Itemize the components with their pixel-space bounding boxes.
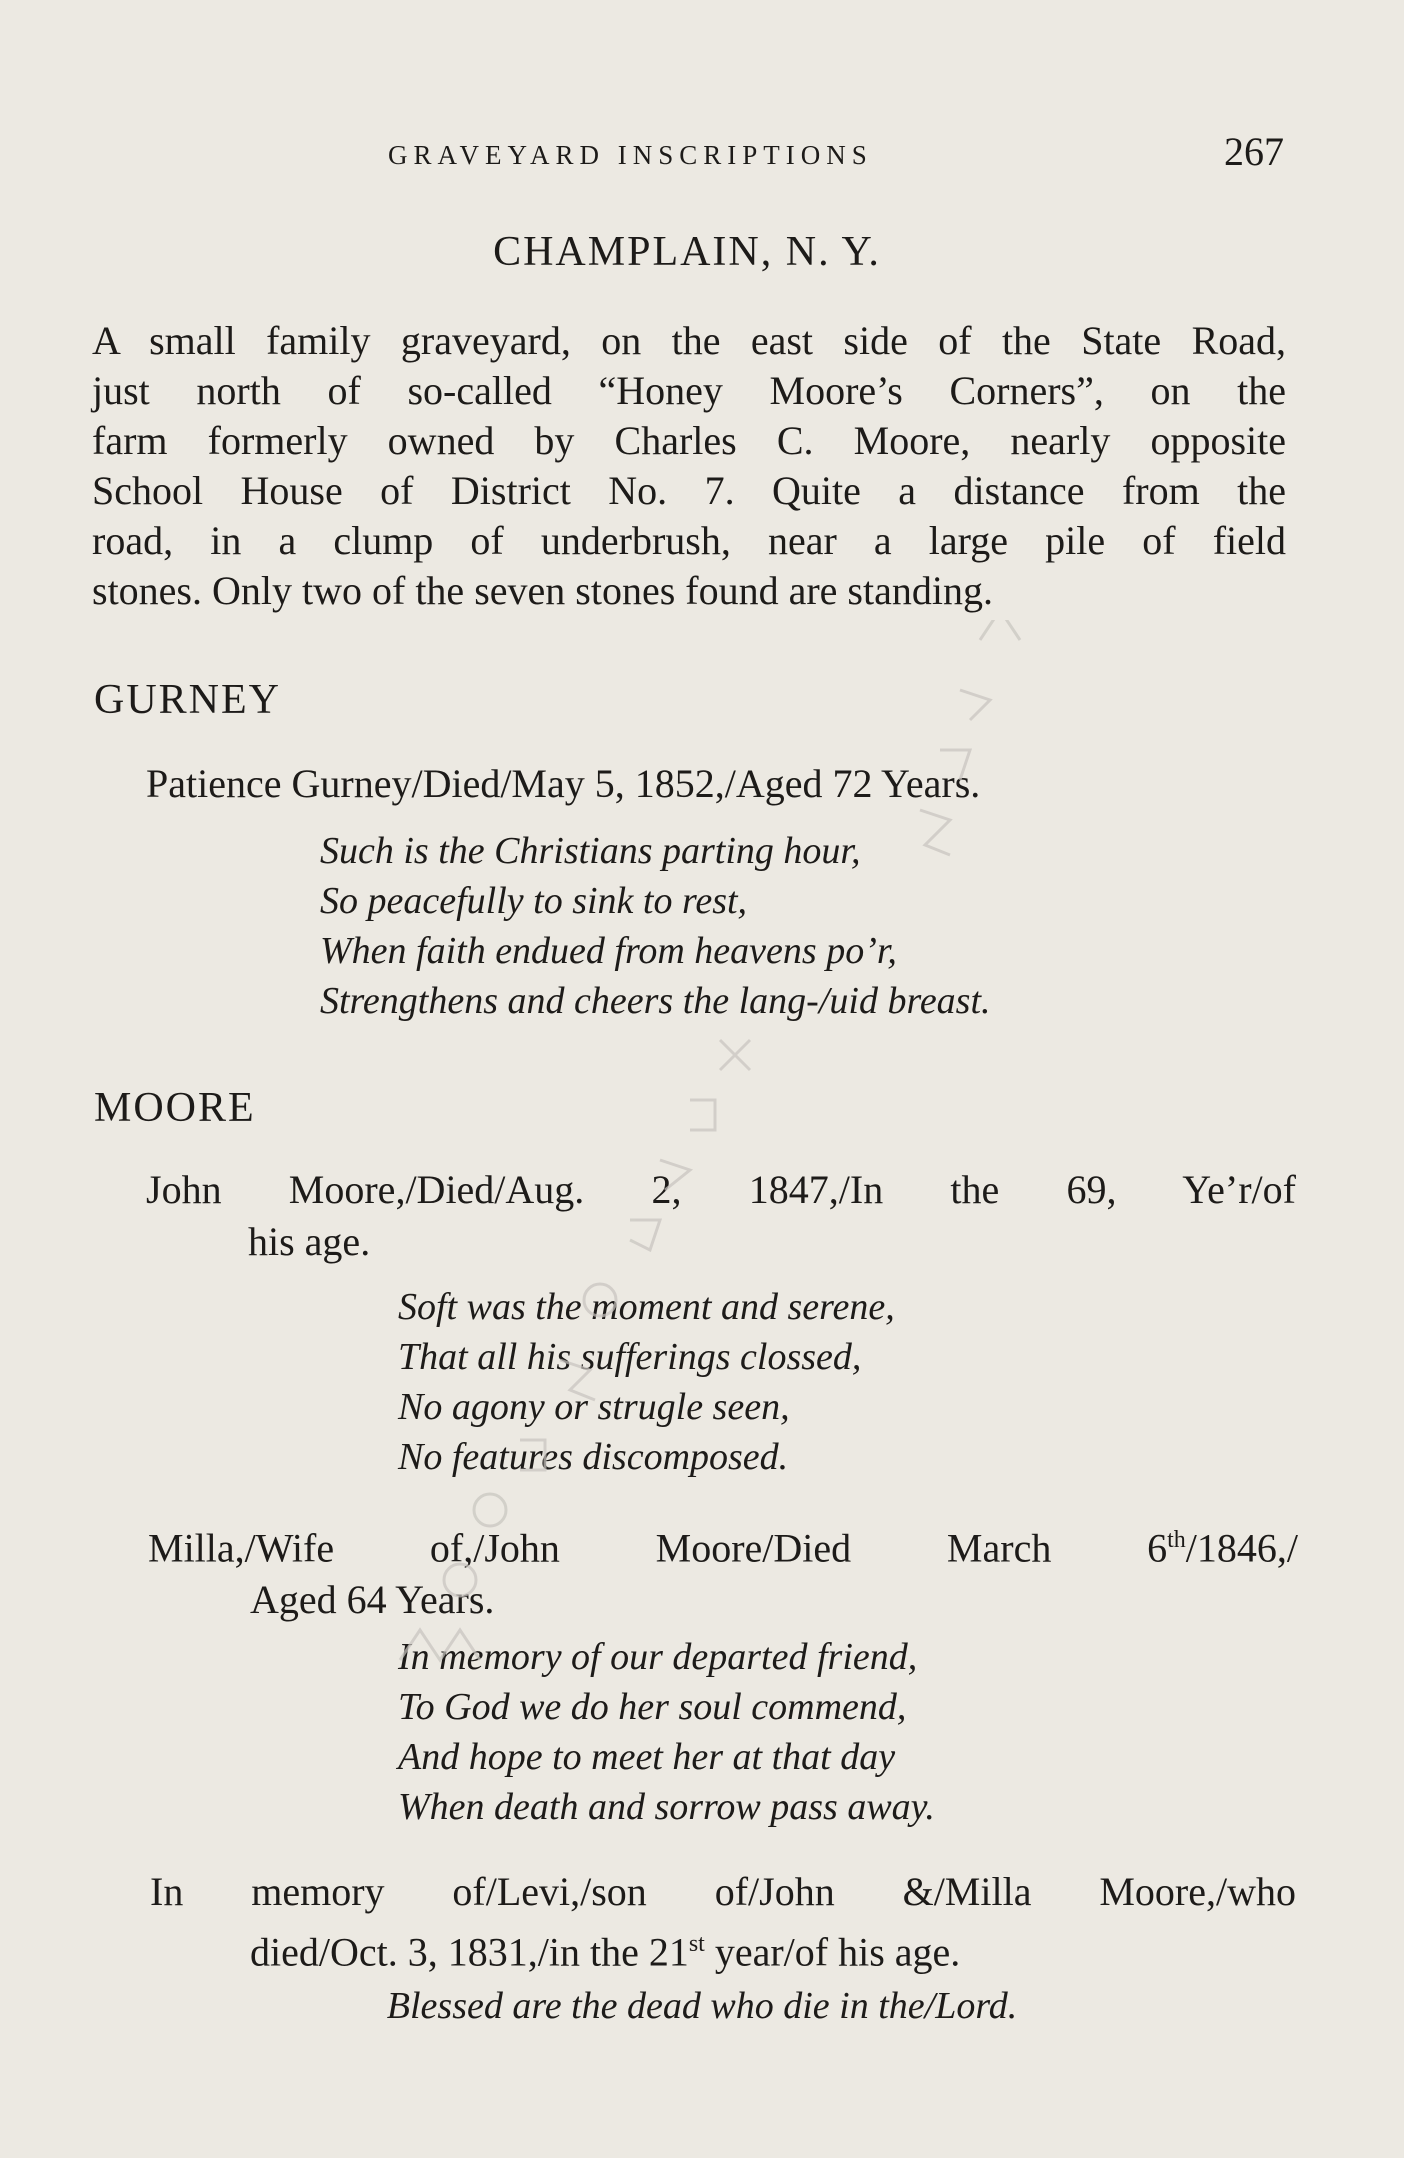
intro-line: just north of so-called “Honey Moore’s Corners”, on the (92, 368, 1286, 413)
intro-line: stones. Only two of the seven stones found are standing. (92, 568, 993, 613)
entry-line (150, 1918, 1296, 1978)
verse-line: Such is the Christians parting hour, (320, 830, 861, 872)
entry-line: Patience Gurney/Died/May 5, 1852,/Aged 72 Years. (146, 761, 981, 806)
intro-paragraph (92, 316, 1286, 616)
intro-line: A small family graveyard, on the east side of the State Road, (92, 318, 1286, 363)
superscript: th (1167, 1527, 1186, 1553)
entry-line: Aged 64 Years. (250, 1577, 495, 1623)
superscript: st (688, 1931, 705, 1957)
verse-line: And hope to meet her at that day (398, 1736, 896, 1778)
intro-line: road, in a clump of underbrush, near a large pile of field (92, 518, 1286, 563)
verse-line: In memory of our departed friend, (398, 1636, 918, 1678)
page-number: 267 (1224, 129, 1284, 174)
entry-text: Milla,/Wife of,/John Moore/Died March 6 (148, 1525, 1168, 1571)
entry-patience-gurney (146, 758, 980, 810)
section-heading-gurney: GURNEY (94, 677, 281, 723)
entry-text: /1846,/ (1185, 1525, 1298, 1571)
entry-text: year/of his age. (704, 1929, 961, 1975)
entry-line (148, 1514, 1298, 1574)
verse-line: So peacefully to sink to rest, (320, 880, 748, 922)
verse-line: No features discomposed. (398, 1436, 789, 1478)
intro-line: School House of District No. 7. Quite a distance from the (92, 468, 1286, 513)
verse-line: To God we do her soul commend, (398, 1686, 907, 1728)
verse-milla-moore (398, 1632, 935, 1832)
section-heading-moore: MOORE (94, 1085, 256, 1131)
entry-line: In memory of/Levi,/son of/John &/Milla Moore,/who (150, 1869, 1296, 1914)
verse-john-moore (398, 1282, 895, 1482)
verse-gurney (320, 826, 991, 1026)
entry-milla-moore (148, 1514, 1298, 1626)
verse-line: That all his sufferings clossed, (398, 1336, 862, 1378)
entry-line: his age. (248, 1219, 371, 1264)
intro-line: farm formerly owned by Charles C. Moore, nearly opposite (92, 418, 1286, 463)
entry-text: died/Oct. 3, 1831,/in the 21 (250, 1929, 689, 1975)
verse-line: Soft was the moment and serene, (398, 1286, 895, 1328)
page-title: CHAMPLAIN, N. Y. (493, 229, 881, 275)
entry-levi-moore (150, 1866, 1296, 1978)
running-head: GRAVEYARD INSCRIPTIONS (388, 140, 873, 170)
verse-line: No agony or strugle seen, (398, 1386, 790, 1428)
verse-line: When death and sorrow pass away. (398, 1786, 935, 1828)
entry-line: John Moore,/Died/Aug. 2, 1847,/In the 69, Ye’r/of (146, 1167, 1296, 1212)
verse-line: When faith endued from heavens po’r, (320, 930, 897, 972)
entry-john-moore (146, 1164, 1296, 1268)
verse-line: Strengthens and cheers the lang-/uid breast. (320, 980, 991, 1022)
epitaph-levi-moore: Blessed are the dead who die in the/Lord. (386, 1985, 1018, 2027)
